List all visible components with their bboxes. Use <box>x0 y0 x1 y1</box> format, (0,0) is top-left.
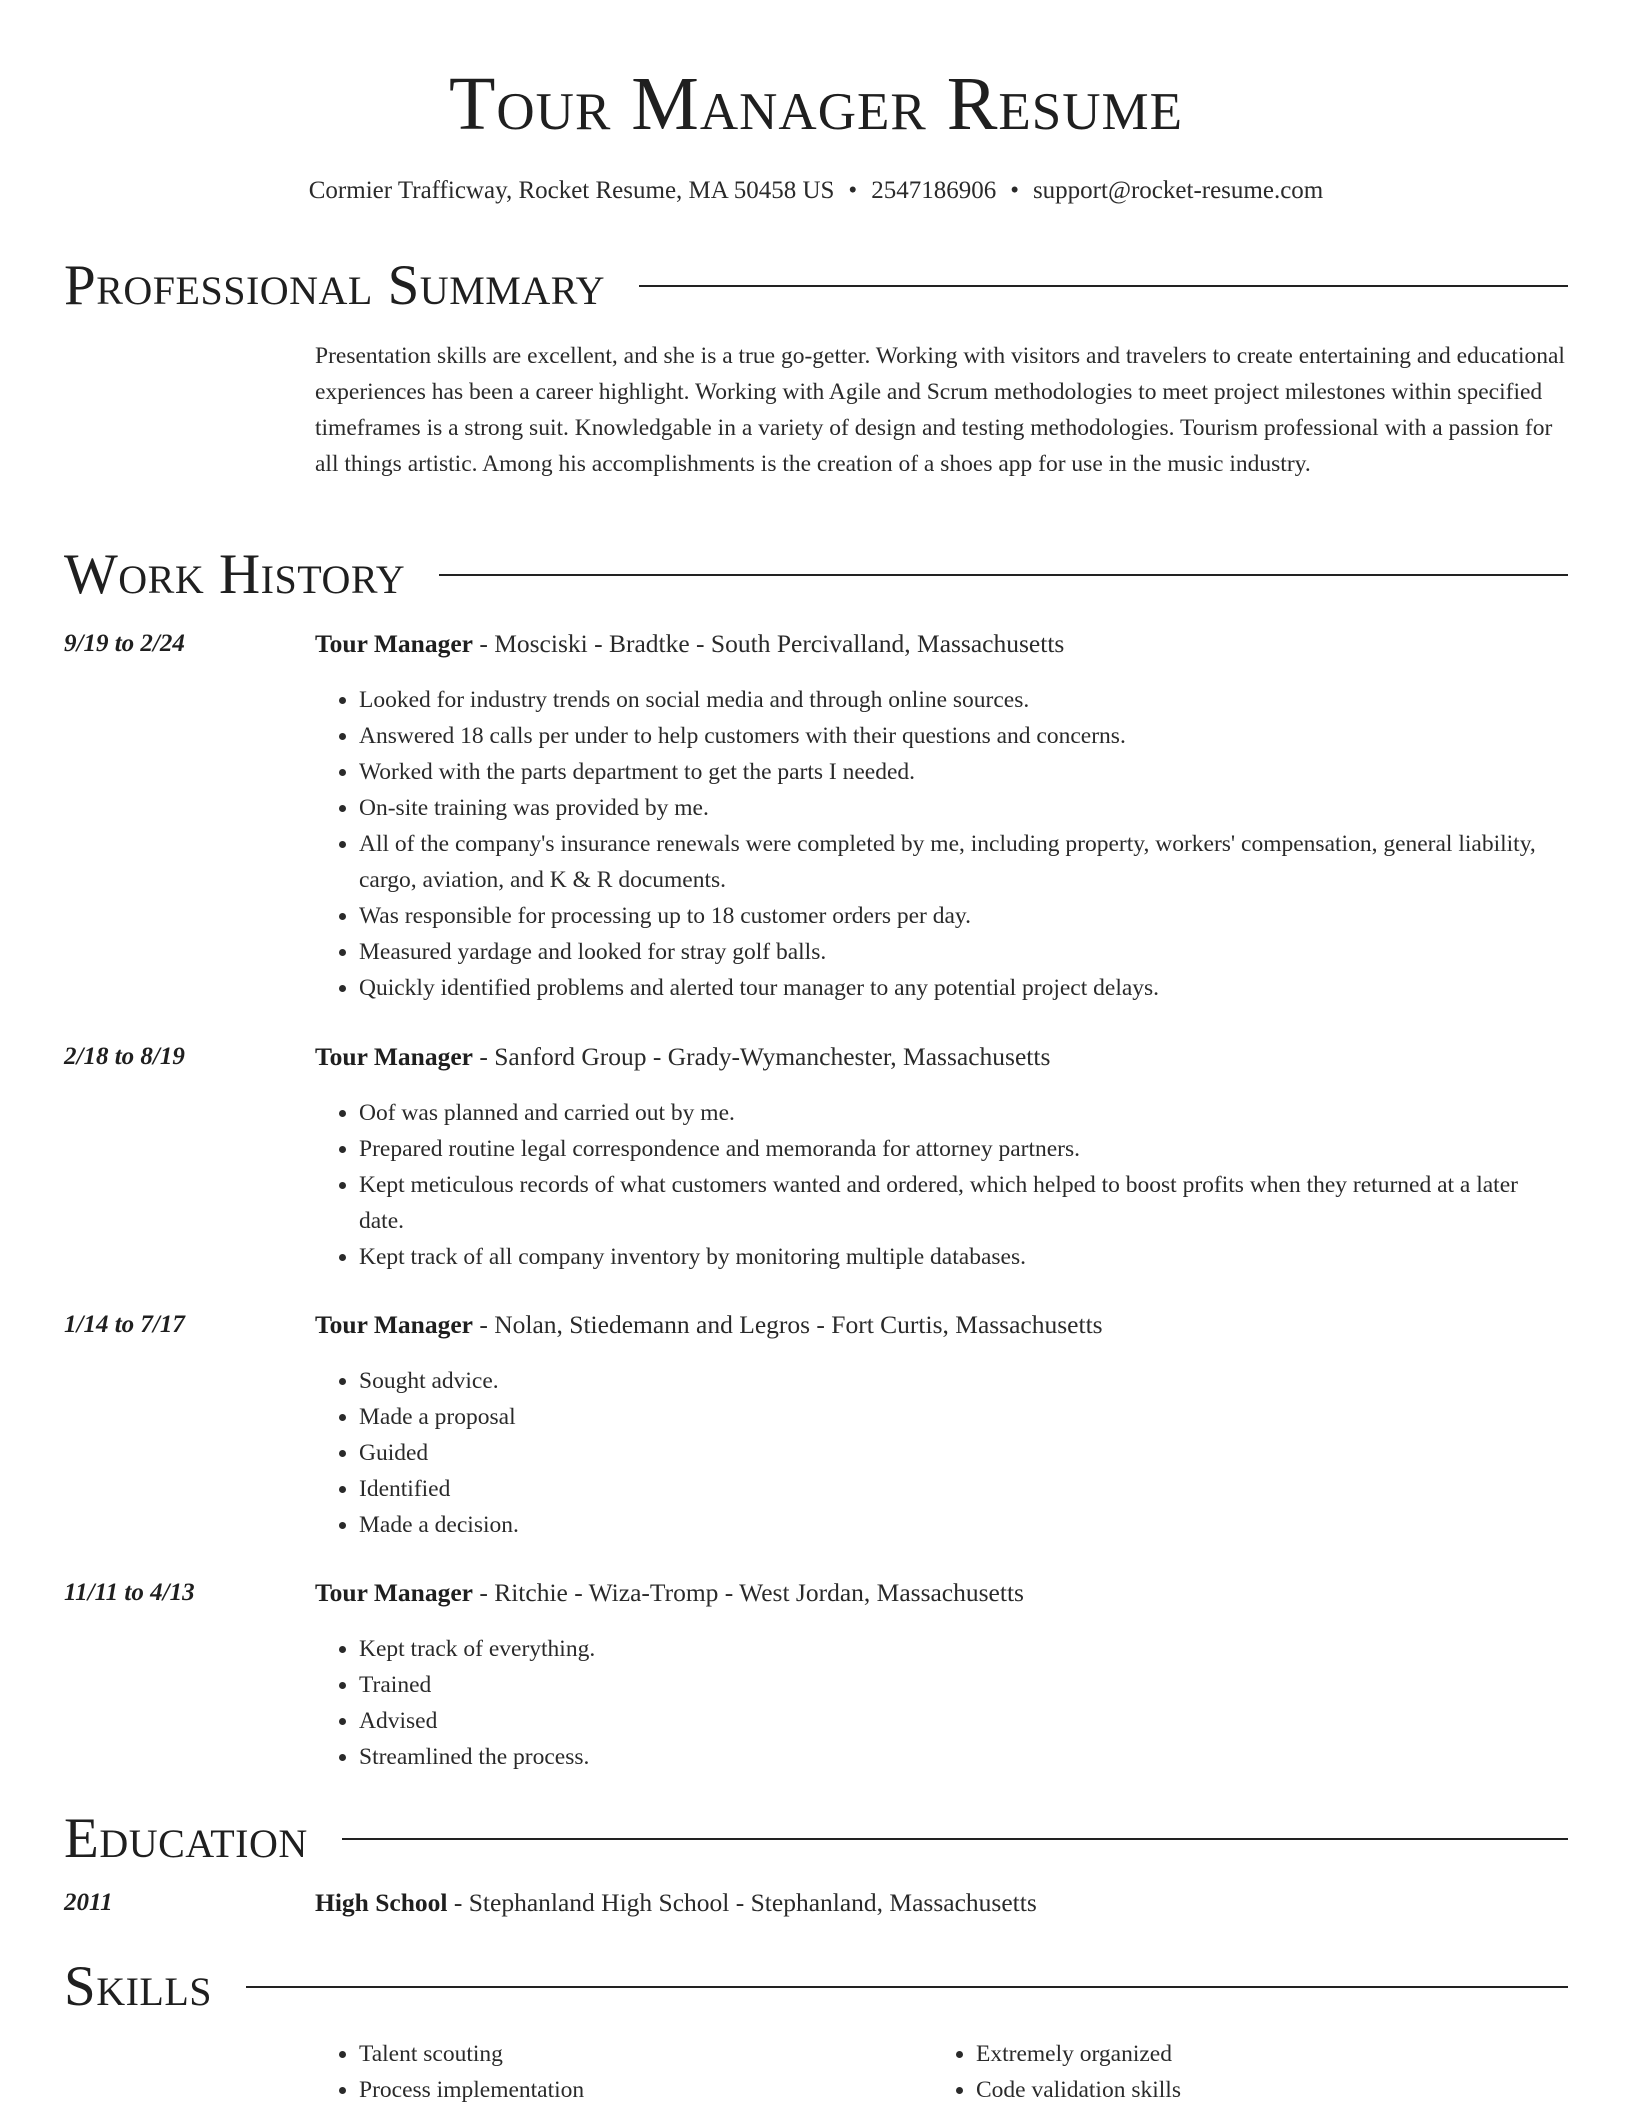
list-item: • Oof was planned and carried out by me. <box>359 1095 1568 1131</box>
education-year: 2011 <box>64 1889 113 1916</box>
section-divider <box>639 285 1568 287</box>
list-item: • Kept meticulous records of what customers wanted and ordered, which helped to boost profits when they returned at a later date. <box>359 1167 1568 1239</box>
job-bullets <box>315 1095 1568 1275</box>
list-item: • Trained <box>359 1667 1568 1703</box>
list-item: • Quickly identified problems and alerted tour manager to any potential project delays. <box>359 970 1568 1006</box>
skill-item: • Talent scouting <box>359 2036 919 2072</box>
list-item: • On-site training was provided by me. <box>359 790 1568 826</box>
job-title: Tour Manager <box>315 1042 473 1071</box>
list-item: • Was responsible for processing up to 18 customer orders per day. <box>359 898 1568 934</box>
contact-separator: • <box>1010 177 1019 204</box>
list-item: • Answered 18 calls per under to help customers with their questions and concerns. <box>359 718 1568 754</box>
job-dates: 11/11 to 4/13 <box>64 1579 195 1606</box>
job-heading <box>315 628 1568 660</box>
contact-email: support@rocket-resume.com <box>1032 177 1324 204</box>
job-heading <box>315 1309 1568 1341</box>
list-item: • Identified <box>359 1471 1568 1507</box>
work-section-header <box>64 543 1568 607</box>
job-bullets <box>315 1363 1568 1543</box>
education-heading: Education <box>64 1807 308 1870</box>
job-title: Tour Manager <box>315 629 473 658</box>
contact-line <box>0 176 1632 206</box>
skills-list-left <box>315 2036 919 2108</box>
job-dates: 1/14 to 7/17 <box>64 1311 185 1338</box>
job-details: - Mosciski - Bradtke - South Percivalland, Massachusetts <box>472 629 1065 658</box>
skill-item: • Code validation skills <box>976 2072 1536 2108</box>
job-title: Tour Manager <box>315 1578 473 1607</box>
summary-section-header <box>64 254 1568 318</box>
list-item: • Looked for industry trends on social media and through online sources. <box>359 682 1568 718</box>
section-divider <box>439 574 1568 576</box>
list-item: • Measured yardage and looked for stray golf balls. <box>359 934 1568 970</box>
list-item: • Guided <box>359 1435 1568 1471</box>
job-dates: 2/18 to 8/19 <box>64 1043 185 1070</box>
section-divider <box>342 1838 1568 1840</box>
list-item: • Prepared routine legal correspondence and memoranda for attorney partners. <box>359 1131 1568 1167</box>
summary-heading: Professional Summary <box>64 254 606 317</box>
list-item: • All of the company's insurance renewals were completed by me, including property, workers' compensation, general liability, cargo, aviation, and K & R documents. <box>359 826 1568 898</box>
skill-item: • Extremely organized <box>976 2036 1536 2072</box>
resume-title: Tour Manager Resume <box>448 62 1184 146</box>
job-details: - Sanford Group - Grady-Wymanchester, Massachusetts <box>472 1042 1051 1071</box>
list-item: • Kept track of everything. <box>359 1631 1568 1667</box>
list-item: • Worked with the parts department to get the parts I needed. <box>359 754 1568 790</box>
section-divider <box>246 1986 1568 1988</box>
skills-list-right <box>932 2036 1536 2108</box>
education-degree: High School <box>315 1888 448 1917</box>
skills-section-header <box>64 1955 1568 2019</box>
list-item: • Made a proposal <box>359 1399 1568 1435</box>
summary-text: Presentation skills are excellent, and she is a true go-getter. Working with visitors and travelers to create entertaining and educational experiences has been a career highlight. Working with Agile and Scrum methodologies to meet project milestones within specified timeframes is a strong suit. Knowledgable in a variety of design and testing methodologies. Tourism professional with a passion for all things artistic. Among his accomplishments is the creation of a shoes app for use in the music industry. <box>315 343 1565 477</box>
list-item: • Kept track of all company inventory by monitoring multiple databases. <box>359 1239 1568 1275</box>
list-item: • Made a decision. <box>359 1507 1568 1543</box>
skills-heading: Skills <box>64 1955 213 2018</box>
job-heading <box>315 1041 1568 1073</box>
education-section-header <box>64 1807 1568 1871</box>
job-details: - Nolan, Stiedemann and Legros - Fort Curtis, Massachusetts <box>472 1310 1103 1339</box>
work-heading: Work History <box>64 543 406 606</box>
list-item: • Advised <box>359 1703 1568 1739</box>
job-bullets <box>315 1631 1568 1775</box>
skill-item: • Process implementation <box>359 2072 919 2108</box>
contact-address: Cormier Trafficway, Rocket Resume, MA 50458 US <box>308 177 835 204</box>
list-item: • Streamlined the process. <box>359 1739 1568 1775</box>
job-heading <box>315 1577 1568 1609</box>
job-dates: 9/19 to 2/24 <box>64 630 185 657</box>
education-entry <box>315 1887 1568 1919</box>
contact-phone: 2547186906 <box>871 177 997 204</box>
contact-separator: • <box>848 177 858 204</box>
job-title: Tour Manager <box>315 1310 473 1339</box>
education-details: - Stephanland High School - Stephanland, Massachusetts <box>447 1888 1037 1917</box>
job-bullets <box>315 682 1568 1006</box>
list-item: • Sought advice. <box>359 1363 1568 1399</box>
job-details: - Ritchie - Wiza-Tromp - West Jordan, Massachusetts <box>472 1578 1024 1607</box>
